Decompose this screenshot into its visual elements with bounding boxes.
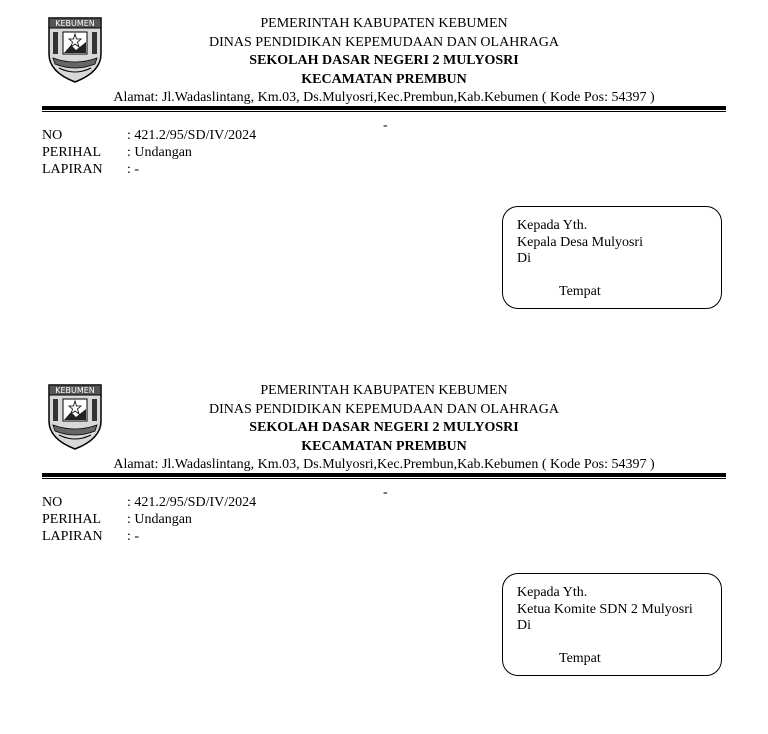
kebumen-crest-icon <box>45 381 105 451</box>
header-department: DINAS PENDIDIKAN KEPEMUDAAN DAN OLAHRAGA <box>209 35 559 50</box>
meta-no-value: : 421.2/95/SD/IV/2024 <box>127 495 257 510</box>
meta-perihal-label: PERIHAL <box>42 512 102 527</box>
header-school-name: SEKOLAH DASAR NEGERI 2 MULYOSRI <box>249 53 519 68</box>
letter-2 <box>0 367 768 727</box>
separator-mark: - <box>383 485 388 500</box>
recipient-greeting: Kepada Yth. <box>517 218 588 233</box>
recipient-name: Kepala Desa Mulyosri <box>517 235 643 250</box>
meta-no-label: NO <box>42 495 63 510</box>
meta-perihal-value: : Undangan <box>127 512 192 527</box>
letter-1 <box>0 0 768 360</box>
recipient-name: Ketua Komite SDN 2 Mulyosri <box>517 602 693 617</box>
recipient-di: Di <box>517 251 531 266</box>
header-school-name: SEKOLAH DASAR NEGERI 2 MULYOSRI <box>249 420 519 435</box>
separator-mark: - <box>383 118 388 133</box>
header-address: Alamat: Jl.Wadaslintang, Km.03, Ds.Mulyosri,Kec.Prembun,Kab.Kebumen ( Kode Pos: 54397 ) <box>113 457 655 472</box>
recipient-greeting: Kepada Yth. <box>517 585 588 600</box>
header-district: KECAMATAN PREMBUN <box>301 72 467 87</box>
kebumen-crest-icon <box>45 14 105 84</box>
recipient-box <box>502 573 722 676</box>
header-government: PEMERINTAH KABUPATEN KEBUMEN <box>260 16 508 31</box>
recipient-box <box>502 206 722 309</box>
header-department: DINAS PENDIDIKAN KEPEMUDAAN DAN OLAHRAGA <box>209 402 559 417</box>
meta-perihal-label: PERIHAL <box>42 145 102 160</box>
svg-text:KEBUMEN: KEBUMEN <box>55 19 95 28</box>
svg-text:KEBUMEN: KEBUMEN <box>55 386 95 395</box>
recipient-di: Di <box>517 618 531 633</box>
meta-no-label: NO <box>42 128 63 143</box>
header-address: Alamat: Jl.Wadaslintang, Km.03, Ds.Mulyosri,Kec.Prembun,Kab.Kebumen ( Kode Pos: 54397 ) <box>113 90 655 105</box>
meta-lapiran-value: : - <box>127 529 140 544</box>
header-government: PEMERINTAH KABUPATEN KEBUMEN <box>260 383 508 398</box>
meta-lapiran-label: LAPIRAN <box>42 529 103 544</box>
meta-lapiran-label: LAPIRAN <box>42 162 103 177</box>
header-district: KECAMATAN PREMBUN <box>301 439 467 454</box>
recipient-place: Tempat <box>559 651 601 666</box>
header-divider-thick <box>42 106 726 110</box>
recipient-place: Tempat <box>559 284 601 299</box>
header-divider-thick <box>42 473 726 477</box>
meta-perihal-value: : Undangan <box>127 145 192 160</box>
header-divider-thin <box>42 111 726 112</box>
meta-lapiran-value: : - <box>127 162 140 177</box>
header-divider-thin <box>42 478 726 479</box>
meta-no-value: : 421.2/95/SD/IV/2024 <box>127 128 257 143</box>
